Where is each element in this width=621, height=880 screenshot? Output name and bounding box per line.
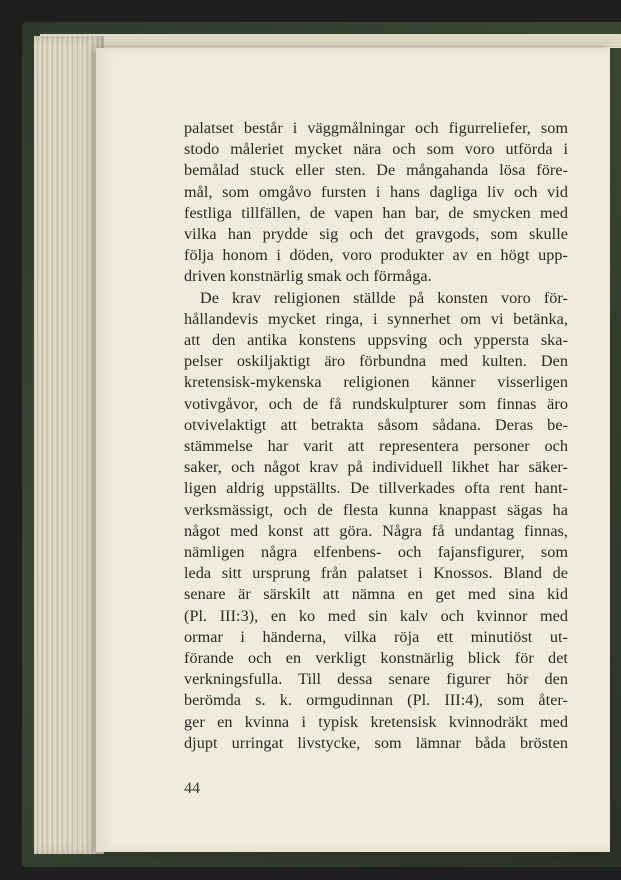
text-line: pelser oskiljaktigt äro förbundna med kulten. Den [184, 352, 568, 371]
text-line: driven konstnärlig smak och förmåga. [184, 267, 432, 286]
text-line: nämligen några elfenbens- och fajansfigurer, som [184, 543, 568, 562]
book-page [96, 48, 610, 852]
text-line: verkningsfulla. Till dessa senare figurer hör den [184, 670, 568, 689]
text-line: bemålad stuck eller sten. De mångahanda lösa före- [184, 161, 568, 180]
text-line: djupt urringat livstycke, som lämnar båda brösten [184, 733, 568, 752]
text-line: ormar i händerna, vilka röja ett minutiöst ut- [184, 627, 568, 646]
text-line: votivgåvor, och de få rundskulpturer som finnas äro [184, 394, 568, 413]
text-line: stämmelse har varit att representera personer och [184, 437, 568, 456]
text-line: hållandevis mycket ringa, i synnerhet om vi betänka, [184, 309, 568, 328]
text-line: mål, som omgåvo fursten i hans dagliga liv och vid [184, 182, 568, 201]
text-line: senare är särskilt att nämna en get med sina kid [184, 585, 568, 604]
text-line: saker, och något krav på individuell likhet har säker- [184, 458, 568, 477]
text-line: De krav religionen ställde på konsten voro för- [200, 288, 568, 307]
body-text [184, 118, 568, 754]
text-line: ligen aldrig uppställts. De tillverkades ofta rent hant- [184, 479, 568, 498]
text-line: palatset består i väggmålningar och figurreliefer, som [184, 119, 568, 137]
text-line: vilka han prydde sig och det gravgods, som skulle [184, 225, 568, 244]
text-line: kretensisk-mykenska religionen känner visserligen [184, 373, 568, 392]
page-edges-left [34, 36, 104, 854]
page-number: 44 [184, 780, 200, 797]
text-line: att den antika konstens uppsving och yppersta ska- [184, 331, 568, 350]
text-line: berömda s. k. ormgudinnan (Pl. III:4), som åter- [184, 691, 568, 710]
text-line: (Pl. III:3), en ko med sin kalv och kvinnor med [184, 606, 568, 625]
text-line: festliga tillfällen, de vapen han bar, de smycken med [184, 203, 568, 222]
text-line: verksmässigt, och de flesta kunna knappast sägas ha [184, 500, 568, 519]
text-line: något med konst att göra. Några få undantag finnas, [184, 521, 568, 540]
text-line: förande och en verkligt konstnärlig blick för det [184, 649, 568, 668]
text-line: leda sitt ursprung från palatset i Knossos. Bland de [184, 564, 568, 583]
text-line: ger en kvinna i typisk kretensisk kvinnodräkt med [184, 712, 568, 731]
text-line: otvivelaktigt att betrakta såsom sådana. Deras be- [184, 415, 568, 434]
text-line: följa honom i döden, voro produkter av en högt upp- [184, 246, 568, 265]
page-edges-top [40, 34, 621, 48]
text-line: stodo måleriet mycket nära och som voro utförda i [184, 140, 568, 159]
